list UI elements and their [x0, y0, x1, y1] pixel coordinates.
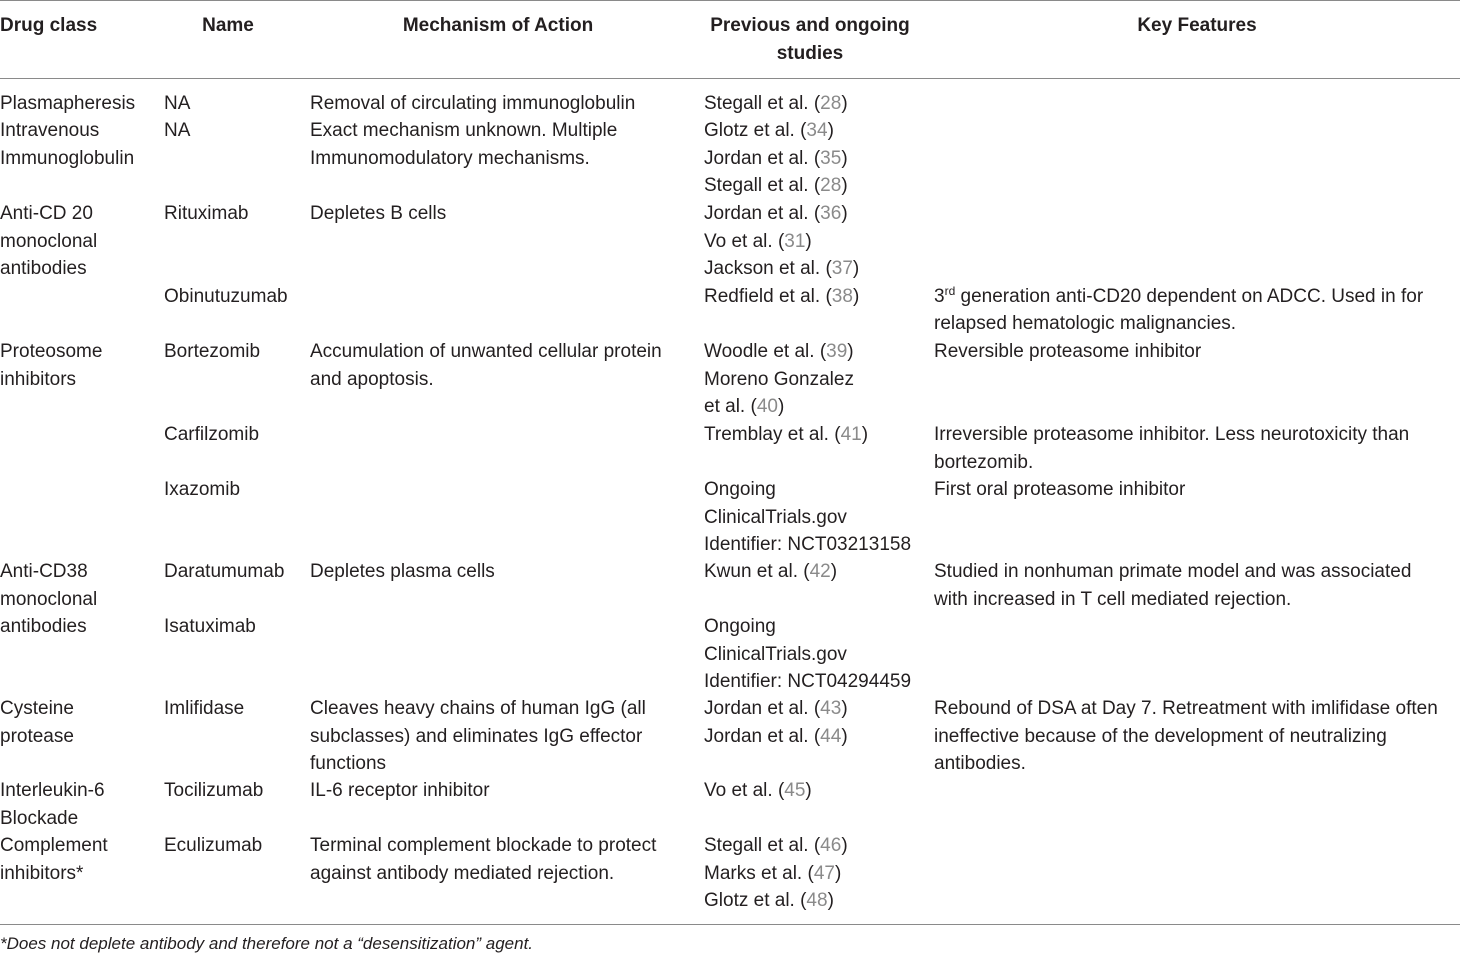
study-citation — [704, 641, 847, 669]
drug-class-cell: inhibitors* — [0, 862, 84, 884]
citation-text: Woodle et al. ( — [704, 341, 827, 362]
key-features-cell: Reversible proteasome inhibitor — [934, 341, 1202, 362]
header-mechanism: Mechanism of Action — [402, 15, 594, 36]
study-citation — [704, 558, 837, 586]
mechanism-cell: Depletes B cells — [310, 203, 447, 224]
drug-class-cell: antibodies — [0, 616, 87, 637]
key-features-cell: Irreversible proteasome inhibitor. Less neurotoxicity than — [934, 424, 1410, 445]
features-ordinal-suffix: rd — [944, 284, 956, 298]
reference-number-link[interactable]: 43 — [820, 698, 842, 719]
drug-class-cell: Anti-CD 20 — [0, 203, 93, 224]
mechanism-cell: and apoptosis. — [310, 368, 434, 390]
drug-class-cell: monoclonal — [0, 230, 98, 252]
reference-number-link[interactable]: 31 — [784, 230, 806, 252]
citation-close: ) — [841, 725, 848, 747]
drug-class-cell: Plasmapheresis — [0, 93, 136, 114]
drug-class-cell: protease — [0, 725, 74, 747]
study-citation — [704, 668, 911, 696]
header-studies: Previous and ongoing — [710, 15, 910, 36]
features-text: generation anti-CD20 dependent on ADCC. Used in for — [955, 286, 1424, 307]
mechanism-cell: subclasses) and eliminates IgG effector — [310, 725, 643, 747]
citation-close: ) — [805, 780, 812, 801]
citation-close: ) — [841, 203, 848, 224]
citation-close: ) — [777, 396, 785, 417]
mechanism-cell: against antibody mediated rejection. — [310, 862, 615, 884]
reference-number-link[interactable]: 44 — [820, 725, 842, 747]
citation-text: Jordan et al. ( — [704, 147, 821, 169]
drug-name-cell: Ixazomib — [164, 479, 241, 500]
study-citation — [704, 613, 776, 641]
citation-close: ) — [847, 341, 854, 362]
reference-number-link[interactable]: 28 — [820, 93, 842, 114]
citation-text: Vo et al. ( — [704, 780, 785, 801]
study-citation — [704, 421, 868, 449]
reference-number-link[interactable]: 36 — [820, 203, 842, 224]
mechanism-cell: Depletes plasma cells — [310, 561, 495, 582]
drug-class-cell: Interleukin-6 — [0, 780, 105, 801]
citation-close: ) — [830, 561, 838, 582]
header-bottom-rule — [0, 78, 1460, 79]
mechanism-cell: Exact mechanism unknown. Multiple — [310, 120, 618, 141]
drug-class-cell: Anti-CD38 — [0, 561, 88, 582]
reference-number-link[interactable]: 42 — [809, 561, 831, 582]
key-features-cell: with increased in T cell mediated rejection. — [934, 588, 1292, 610]
study-citation — [704, 723, 848, 751]
mechanism-cell: Removal of circulating immunoglobulin — [310, 93, 636, 114]
citation-text: Stegall et al. ( — [704, 175, 821, 196]
citation-close: ) — [827, 890, 834, 911]
citation-close: ) — [834, 862, 842, 884]
citation-text: Glotz et al. ( — [704, 120, 807, 141]
reference-number-link[interactable]: 41 — [840, 424, 862, 445]
study-citation — [704, 695, 848, 723]
reference-number-link[interactable]: 37 — [831, 258, 853, 279]
drug-name-cell: NA — [164, 120, 191, 141]
study-citation — [704, 777, 812, 805]
drug-class-cell: Intravenous — [0, 120, 100, 141]
study-citation — [704, 338, 854, 366]
key-features-cell: Rebound of DSA at Day 7. Retreatment with imlifidase often — [934, 698, 1438, 719]
drug-name-cell: NA — [164, 93, 191, 114]
key-features-cell: ineffective because of the development of neutralizing — [934, 725, 1387, 747]
citation-close: ) — [841, 175, 848, 196]
drug-name-cell: Obinutuzumab — [164, 286, 288, 307]
citation-close: ) — [841, 93, 848, 114]
mechanism-cell: Accumulation of unwanted cellular protein — [310, 341, 662, 362]
mechanism-cell: Immunomodulatory mechanisms. — [310, 147, 590, 169]
citation-close: ) — [841, 698, 848, 719]
study-citation — [704, 228, 812, 256]
key-features-cell: Studied in nonhuman primate model and was associated — [934, 561, 1412, 582]
citation-text: Identifier: NCT03213158 — [704, 534, 912, 555]
study-citation — [704, 283, 859, 311]
reference-number-link[interactable]: 40 — [756, 396, 778, 417]
citation-text: Identifier: NCT04294459 — [704, 671, 912, 692]
citation-text: Jordan et al. ( — [704, 203, 821, 224]
mechanism-cell: Terminal complement blockade to protect — [310, 835, 657, 856]
drug-name-cell: Daratumumab — [164, 561, 285, 582]
study-citation — [704, 117, 834, 145]
citation-text: Jordan et al. ( — [704, 698, 821, 719]
drug-class-cell: monoclonal — [0, 588, 98, 610]
drug-name-cell: Rituximab — [164, 203, 249, 224]
study-citation — [704, 90, 848, 118]
citation-text: Marks et al. ( — [704, 862, 814, 884]
study-citation — [704, 366, 854, 394]
mechanism-cell: Cleaves heavy chains of human IgG (all — [310, 698, 646, 719]
header-drug-class: Drug class — [0, 15, 98, 36]
table-top-rule — [0, 0, 1460, 1]
citation-close: ) — [852, 286, 860, 307]
citation-text: Jackson et al. ( — [704, 258, 832, 279]
reference-number-link[interactable]: 35 — [820, 147, 842, 169]
study-citation — [704, 531, 911, 559]
citation-text: ClinicalTrials.gov — [704, 506, 847, 528]
header-studies-line2: studies — [776, 43, 844, 64]
study-citation — [704, 504, 847, 532]
key-features-cell: antibodies. — [934, 753, 1026, 774]
key-features-cell: bortezomib. — [934, 451, 1034, 473]
footnote: *Does not deplete antibody and therefore not a “desensitization” agent. — [0, 934, 534, 953]
citation-close: ) — [852, 258, 860, 279]
drug-class-cell: antibodies — [0, 258, 87, 279]
reference-number-link[interactable]: 28 — [820, 175, 842, 196]
drug-class-cell: Cysteine — [0, 698, 74, 719]
drug-class-cell: Immunoglobulin — [0, 147, 135, 169]
reference-number-link[interactable]: 45 — [784, 780, 806, 801]
study-citation — [704, 145, 848, 173]
citation-text: Ongoing — [704, 616, 776, 637]
citation-close: ) — [841, 147, 848, 169]
study-citation — [704, 200, 848, 228]
citation-text: ClinicalTrials.gov — [704, 643, 847, 665]
study-citation — [704, 832, 848, 860]
drug-name-cell: Bortezomib — [164, 341, 261, 362]
mechanism-cell: functions — [310, 753, 387, 774]
obinutuzumab-features — [934, 283, 1423, 311]
reference-number-link[interactable]: 38 — [831, 286, 853, 307]
study-citation — [704, 172, 848, 200]
drug-name-cell: Eculizumab — [164, 835, 263, 856]
study-citation — [704, 887, 834, 915]
citation-text: Stegall et al. ( — [704, 835, 821, 856]
study-citation — [704, 860, 841, 888]
reference-number-link[interactable]: 47 — [813, 862, 835, 884]
features-ordinal: 3 — [934, 286, 945, 307]
citation-close: ) — [861, 424, 869, 445]
header-key-features: Key Features — [1137, 15, 1257, 36]
reference-number-link[interactable]: 48 — [806, 890, 828, 911]
citation-text: Jordan et al. ( — [704, 725, 821, 747]
header-name: Name — [202, 15, 254, 36]
study-citation — [704, 476, 776, 504]
citation-text: Ongoing — [704, 479, 776, 500]
reference-number-link[interactable]: 46 — [820, 835, 842, 856]
drug-name-cell: Tocilizumab — [164, 780, 264, 801]
drug-class-cell: Complement — [0, 835, 108, 856]
citation-text: Glotz et al. ( — [704, 890, 807, 911]
drug-name-cell: Carfilzomib — [164, 424, 260, 445]
citation-text: Redfield et al. ( — [704, 286, 832, 307]
citation-text: Vo et al. ( — [704, 230, 785, 252]
citation-close: ) — [805, 230, 812, 252]
citation-text: Kwun et al. ( — [704, 561, 810, 582]
table-bottom-rule — [0, 924, 1460, 925]
citation-close: ) — [841, 835, 848, 856]
reference-number-link[interactable]: 34 — [806, 120, 828, 141]
citation-text: Tremblay et al. ( — [704, 424, 841, 445]
obinutuzumab-features-line2: relapsed hematologic malignancies. — [934, 313, 1237, 334]
citation-text: Moreno Gonzalez — [704, 368, 854, 390]
key-features-cell: First oral proteasome inhibitor — [934, 479, 1186, 500]
citation-close: ) — [827, 120, 834, 141]
drug-name-cell: Imlifidase — [164, 698, 245, 719]
drug-class-cell: inhibitors — [0, 368, 77, 390]
drug-name-cell: Isatuximab — [164, 616, 256, 637]
study-citation — [704, 393, 784, 421]
study-citation — [704, 255, 859, 283]
citation-text: et al. ( — [704, 396, 757, 417]
citation-text: Stegall et al. ( — [704, 93, 821, 114]
mechanism-cell: IL-6 receptor inhibitor — [310, 780, 490, 801]
reference-number-link[interactable]: 39 — [826, 341, 848, 362]
drug-class-cell: Blockade — [0, 807, 79, 829]
drug-class-cell: Proteosome — [0, 341, 103, 362]
